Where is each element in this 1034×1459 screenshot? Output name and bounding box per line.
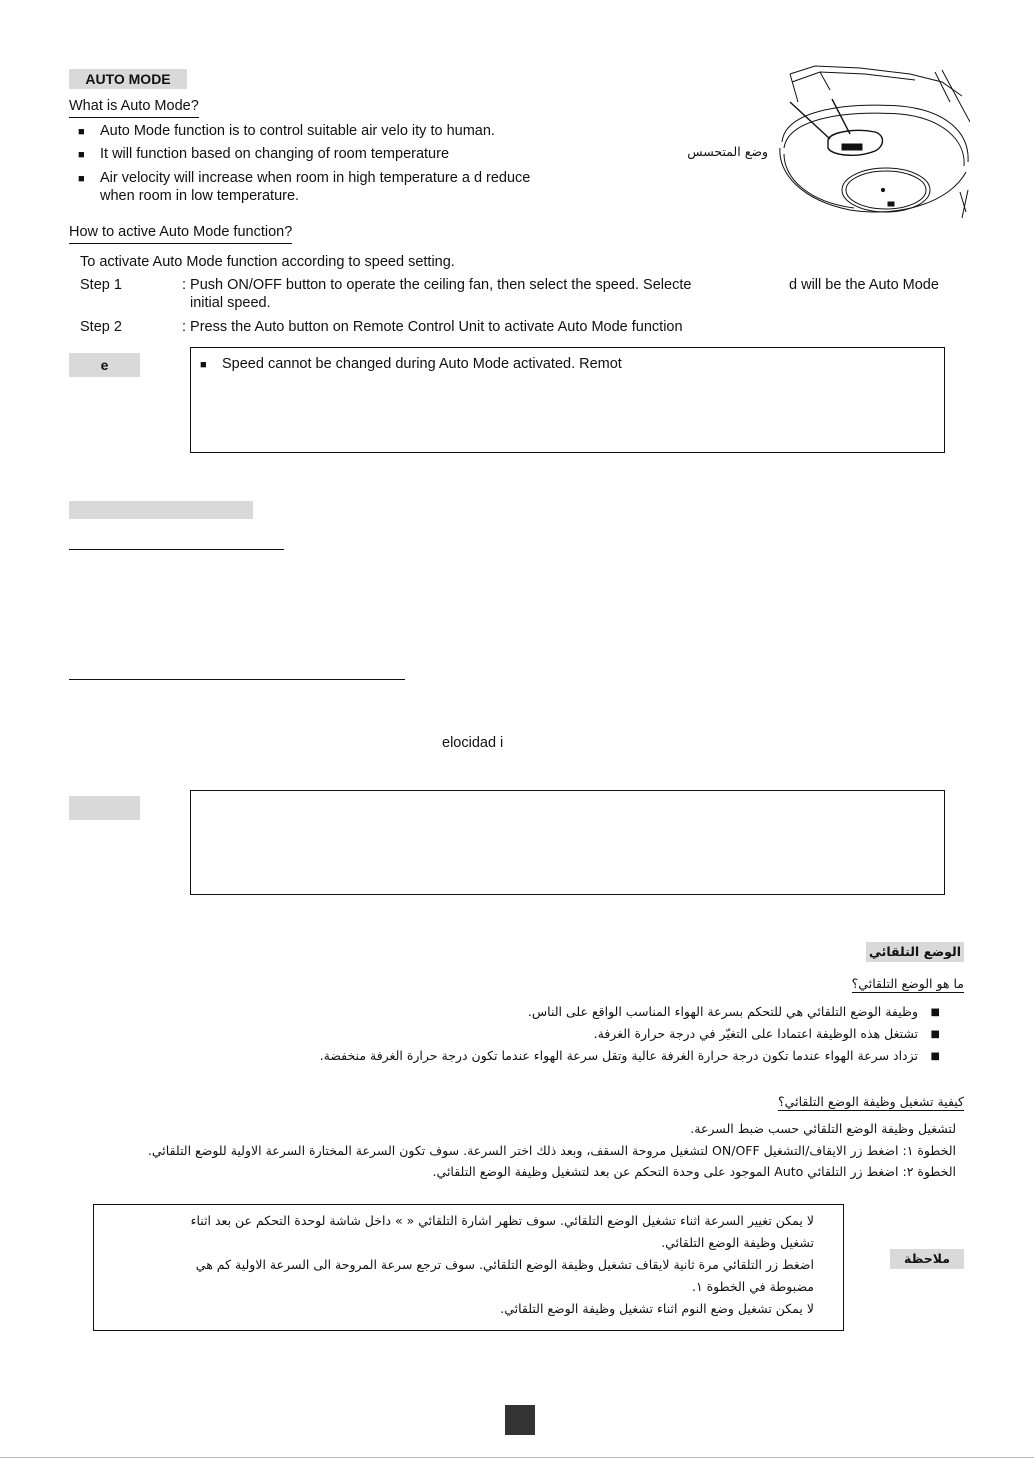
faded-note-box — [190, 790, 945, 895]
faded-heading-rule-2 — [69, 679, 405, 680]
note-tag: e — [69, 353, 140, 377]
section-tag-auto-mode: AUTO MODE — [69, 69, 187, 89]
faded-note-tag — [69, 796, 140, 820]
faded-section-tag — [69, 501, 253, 519]
spanish-fragment: elocidad i — [442, 735, 504, 751]
ar-how-heading — [640, 1093, 964, 1111]
step1-cont: initial speed. — [190, 295, 271, 311]
step2-label: Step 2 — [80, 319, 122, 335]
sensor-label: وضع المتحسس — [687, 144, 768, 159]
step1-label: Step 1 — [80, 277, 122, 293]
ar-note-box — [93, 1204, 844, 1331]
en-bullet-3-cont: when room in low temperature. — [100, 188, 300, 204]
ar-note-line-2: تشغيل وظيفة الوضع التلقائي. — [661, 1235, 814, 1250]
step1-text: : Push ON/OFF button to operate the ceiling fan, then select the speed. Selecte — [182, 277, 692, 293]
en-bullet-3: ■ Air velocity will increase when room in high temperature a d reduce — [100, 169, 530, 187]
ar-what-heading-text: ما هو الوضع التلقائي؟ — [851, 976, 964, 991]
what-is-auto-mode-heading: What is Auto Mode? — [69, 97, 199, 118]
ar-intro: لتشغيل وظيفة الوضع التلقائي حسب ضبط السرعة. — [690, 1121, 956, 1136]
step1-text-right: d will be the Auto Mode — [789, 277, 939, 293]
ar-bullet-1: ■ وظيفة الوضع التلقائي هي للتحكم بسرعة الهواء المناسب الواقع على الناس. — [528, 1003, 940, 1021]
faded-heading-rule-1 — [69, 549, 284, 550]
how-to-activate-heading: How to active Auto Mode function? — [69, 223, 292, 244]
ar-step2: الخطوة ٢: اضغط زر التلقائي Auto الموجود على وحدة التحكم عن بعد لتشغيل وظيفة الوضع التلقائي. — [432, 1164, 956, 1179]
ar-note-tag: ملاحظة — [890, 1249, 964, 1269]
ar-step1: الخطوة ١: اضغط زر الايقاف/التشغيل ON/OFF لتشغيل مروحة السقف، وبعد ذلك اختر السرعة. سوف تكون السرعة المختارة السرعة الاولية للوضع التلقائي. — [147, 1143, 956, 1158]
ar-bullet-2: ■ تشتغل هذه الوظيفة اعتمادا على التغيّر في درجة حرارة الغرفة. — [594, 1025, 940, 1043]
en-bullet-1: ■ Auto Mode function is to control suitable air velo ity to human. — [100, 122, 495, 140]
footer-rule — [0, 1457, 1034, 1458]
page-number-marker — [505, 1405, 535, 1435]
ar-note-line-1: لا يمكن تغيير السرعة اثناء تشغيل الوضع التلقائي. سوف تظهر اشارة التلقائي « » داخل شاشة لوحدة التحكم عن بعد اثناء — [190, 1213, 814, 1228]
ar-note-line-4: مضبوطة في الخطوة ١. — [691, 1279, 814, 1294]
note-bullet: ■ Speed cannot be changed during Auto Mode activated. Remot — [222, 355, 622, 373]
ar-what-heading — [700, 975, 964, 993]
ceiling-fan-sensor-illustration — [680, 62, 970, 220]
ar-bullet-3: ■ تزداد سرعة الهواء عندما تكون درجة حرارة الغرفة عالية وتقل سرعة الهواء عندما تكون درجة حرارة الغرفة منخفضة. — [320, 1047, 940, 1065]
ar-how-heading-text: كيفية تشغيل وظيفة الوضع التلقائي؟ — [778, 1094, 964, 1109]
ar-section-tag: الوضع التلقائي — [866, 942, 964, 962]
step2-text: : Press the Auto button on Remote Control Unit to activate Auto Mode function — [182, 319, 683, 335]
ar-note-line-3: اضغط زر التلقائي مرة ثانية لايقاف تشغيل وظيفة الوضع التلقائي. سوف ترجع سرعة المروحة الى السرعة الاولية كم هي — [195, 1257, 814, 1272]
en-bullet-2: ■ It will function based on changing of room temperature — [100, 145, 449, 163]
ar-note-line-5: لا يمكن تشغيل وضع النوم اثناء تشغيل وظيفة الوضع التلقائي. — [500, 1301, 814, 1316]
activate-intro: To activate Auto Mode function according to speed setting. — [80, 254, 455, 270]
note-box — [190, 347, 945, 453]
